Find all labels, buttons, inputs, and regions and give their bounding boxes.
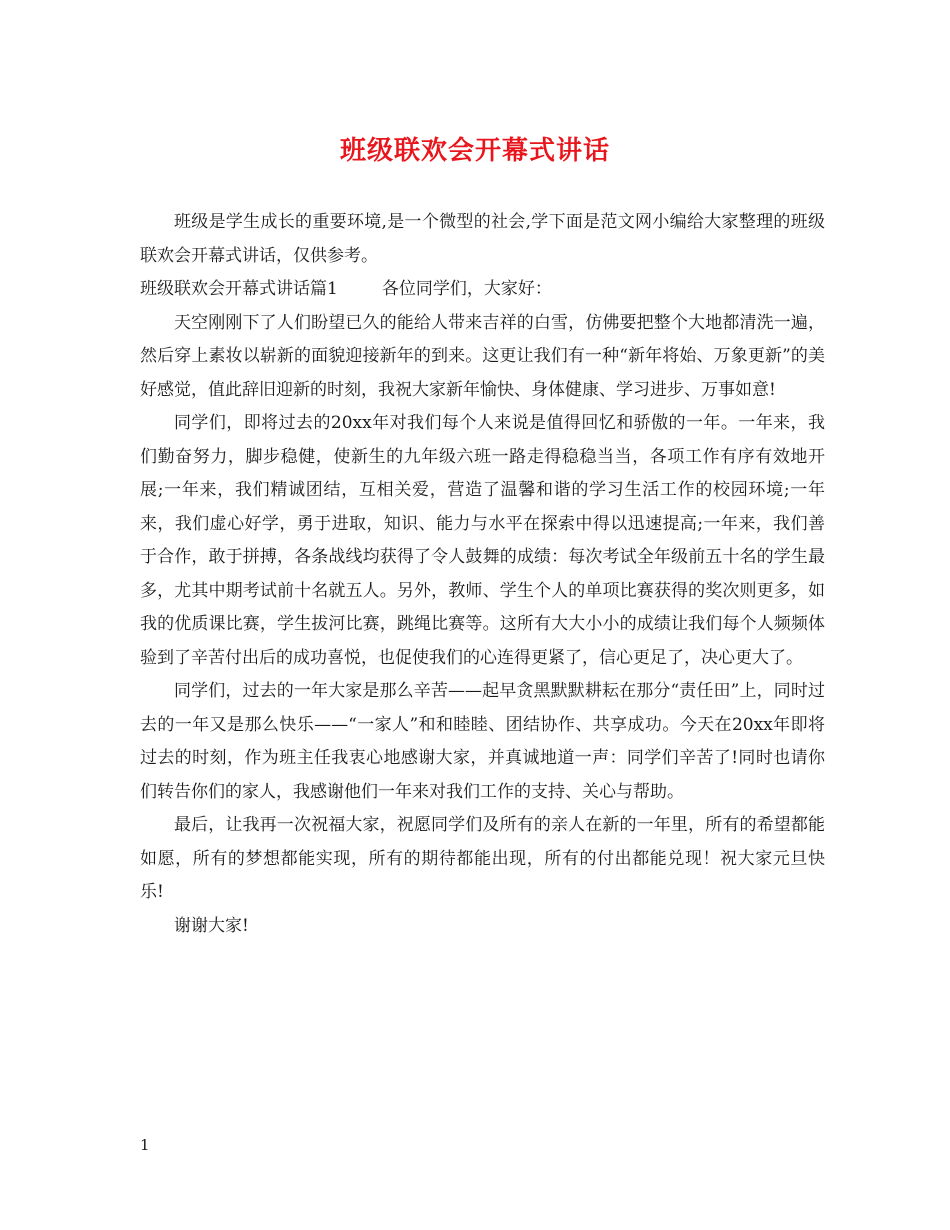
closing-line: 谢谢大家! [174,915,249,936]
page-number: 1 [140,1136,150,1154]
intro-paragraph: 班级是学生成长的重要环境,是一个微型的社会,学下面是范文网小编给大家整理的班级联欢会开幕式讲话，仅供参考。 [140,212,825,266]
greeting: 各位同学们，大家好： [381,279,552,299]
document-body [140,206,825,943]
body-paragraph-1: 天空刚刚下了人们盼望已久的能给人带来吉祥的白雪，仿佛要把整个大地都清洗一遍，然后穿上素妆以崭新的面貌迎接新年的到来。这更让我们有一种“新年将始、万象更新”的美好感觉，值此辞旧迎新的时刻，我祝大家新年愉快、身体健康、学习进步、万事如意! [140,312,825,400]
page-title: 班级联欢会开幕式讲话 [339,136,610,166]
body-paragraph-3: 同学们，过去的一年大家是那么辛苦——起早贪黑默默耕耘在那分“责任田”上，同时过去的一年又是那么快乐——“一家人”和和睦睦、团结协作、共享成功。今天在20xx年即将过去的时刻，作为班主任我衷心地感谢大家，并真诚地道一声：同学们辛苦了!同时也请你们转告你们的家人，我感谢他们一年来对我们工作的支持、关心与帮助。 [140,681,825,802]
section-heading-line [140,273,825,307]
body-paragraph-4: 最后，让我再一次祝福大家，祝愿同学们及所有的亲人在新的一年里，所有的希望都能如愿，所有的梦想都能实现，所有的期待都能出现，所有的付出都能兑现！祝大家元旦快乐! [140,815,825,902]
body-paragraph-2: 同学们，即将过去的20xx年对我们每个人来说是值得回忆和骄傲的一年。一年来，我们勤奋努力，脚步稳健，使新生的九年级六班一路走得稳稳当当，各项工作有序有效地开展;一年来，我们精诚团结，互相关爱，营造了温馨和谐的学习生活工作的校园环境;一年来，我们虚心好学，勇于进取，知识、能力与水平在探索中得以迅速提高;一年来，我们善于合作，敢于拼搏，各条战线均获得了令人鼓舞的成绩：每次考试全年级前五十名的学生最多，尤其中期考试前十名就五人。另外，教师、学生个人的单项比赛获得的奖次则更多，如我的优质课比赛，学生拔河比赛，跳绳比赛等。这所有大大小小的成绩让我们每个人频频体验到了辛苦付出后的成功喜悦，也促使我们的心连得更紧了，信心更足了，决心更大了。 [140,413,825,668]
section-heading: 班级联欢会开幕式讲话篇1 [140,279,338,299]
